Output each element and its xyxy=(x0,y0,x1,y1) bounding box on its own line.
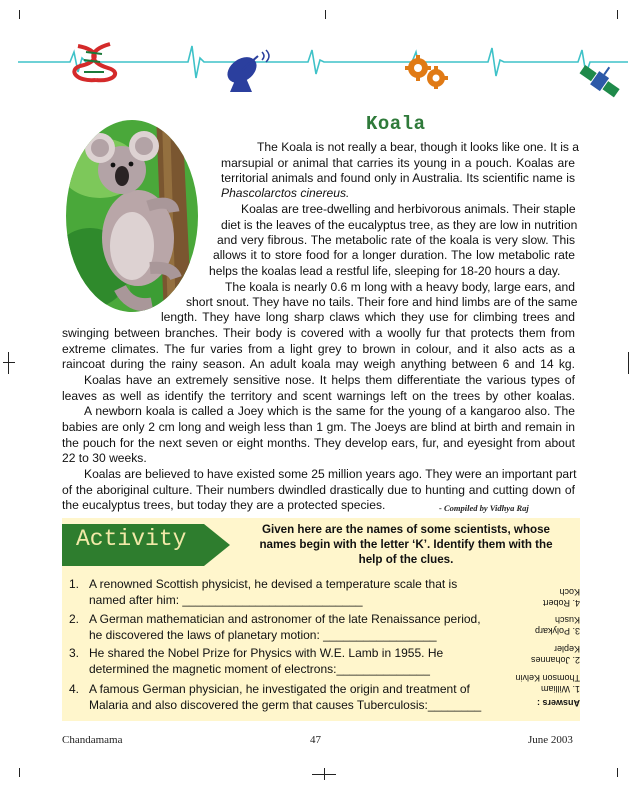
footer-page-number: 47 xyxy=(310,734,321,746)
article-line: allows it to store food for a longer duration. The low metabolic rate xyxy=(213,248,575,262)
article-line: Koalas are believed to have existed some 25 million years ago. They were an important part xyxy=(84,467,577,481)
crop-mark xyxy=(324,768,325,780)
gears-icon xyxy=(404,54,450,90)
answers-key xyxy=(474,584,584,708)
answer-line: Kepler xyxy=(553,644,580,654)
article-line: The Koala is not really a bear, though it looks like one. It is a xyxy=(257,140,580,154)
question-line: determined the magnetic moment of electrons:______________ xyxy=(89,662,430,676)
article-line: extreme climates. The fur varies from a light grey to brown in colour, and it also acts as a xyxy=(62,342,575,356)
article-line: helps the koalas lead a restful life, sleeping for 18-20 hours a day. xyxy=(209,264,561,278)
answer-line: 4. Robert xyxy=(542,598,580,608)
question-number: 1. xyxy=(69,577,80,591)
crop-mark xyxy=(3,362,15,363)
article-credit: - Compiled by Vidhya Raj xyxy=(439,503,529,513)
question-line: he discovered the laws of planetary motion: _________________ xyxy=(89,628,437,642)
answer-line: Kusch xyxy=(554,615,580,625)
answers-heading: Answers : xyxy=(536,698,580,708)
crop-mark xyxy=(628,352,629,374)
satellite-dish-icon xyxy=(222,48,272,94)
crop-mark xyxy=(19,768,20,777)
crop-mark xyxy=(617,768,618,777)
satellite-icon xyxy=(576,60,622,104)
article-line: Koalas have an extremely sensitive nose. It helps them differentiate the various types of xyxy=(84,373,575,387)
article-line: length. They have long sharp claws which they use for climbing trees and xyxy=(161,310,575,324)
article-line: 22 to 30 weeks. xyxy=(62,451,147,465)
article-line: raincoat during the rainy season. An adult koala may weigh anything between 6 and 14 kg. xyxy=(62,357,575,371)
article-line: and very fibrous. The metabolic rate of the koala is very slow. This xyxy=(217,233,575,247)
question-line: A renowned Scottish physicist, he devised a temperature scale that is xyxy=(89,577,458,591)
article-line: of the aboriginal culture. Their numbers dwindled drastically due to hunting and cutting down of xyxy=(62,483,575,497)
question-line: Malaria and also discovered the germ that causes Tuberculosis:________ xyxy=(89,698,482,712)
article-line: short snout. They have no tails. Their fore and hind limbs are of the same xyxy=(186,295,578,309)
article-title: Koala xyxy=(366,113,426,135)
question-number: 2. xyxy=(69,612,80,626)
question-number: 3. xyxy=(69,646,80,660)
question-number: 4. xyxy=(69,682,80,696)
article-line: Koalas are tree-dwelling and herbivorous animals. Their staple xyxy=(241,202,576,216)
article-line: The koala is nearly 0.6 m long with a heavy body, large ears, and xyxy=(225,280,575,294)
article-line: the pouch for the next seven or eight months. They develop ears, fur, and eyesight from about xyxy=(62,436,575,450)
question-line: named after him: ___________________________ xyxy=(89,593,363,607)
crop-mark xyxy=(8,352,9,374)
article-line: swinging between branches. Their body is covered with a woolly fur that protects them from xyxy=(62,326,575,340)
article-line: leaves as well as identify the territory and scent warnings left on the trees by other koalas. xyxy=(62,389,575,403)
question-line: He shared the Nobel Prize for Physics with W.E. Lamb in 1955. He xyxy=(89,646,444,660)
footer-date: June 2003 xyxy=(528,734,573,746)
answer-line: Koch xyxy=(559,587,580,597)
activity-intro: Given here are the names of some scientists, whose names begin with the letter ‘K’. Identify them with the help of the clues. xyxy=(259,523,553,566)
article-line: A newborn koala is called a Joey which is the same for the young of a kangaroo also. The xyxy=(84,404,575,418)
article-line: Phascolarctos cinereus. xyxy=(221,186,350,200)
footer-magazine-name: Chandamama xyxy=(62,734,123,746)
dna-helix-icon xyxy=(70,40,126,86)
article-line: territorial animals and found only in Australia. Its scientific name is xyxy=(221,171,575,185)
question-line: A German mathematician and astronomer of the late Renaissance period, xyxy=(89,612,481,626)
answer-line: 1. William xyxy=(540,684,580,694)
activity-title: Activity xyxy=(76,526,187,552)
article-line: babies are only 2 cm long and weigh less than 1 gm. The Joeys are blind at birth and remain in xyxy=(62,420,575,434)
answer-line: Thomson Kelvin xyxy=(515,673,580,683)
article-line: marsupial or animal that carries its young in a pouch. Koalas are xyxy=(221,156,575,170)
article-line: the eucalyptus trees, but today they are a protected species. xyxy=(62,498,386,512)
article-line: diet is the leaves of the eucalyptus tree, as they are low in nutrition xyxy=(221,218,578,232)
answer-line: 3. Polykarp xyxy=(534,626,580,636)
koala-illustration xyxy=(60,118,230,318)
answer-line: 2. Johannes xyxy=(530,655,580,665)
question-line: A famous German physician, he investigated the origin and treatment of xyxy=(89,682,470,696)
